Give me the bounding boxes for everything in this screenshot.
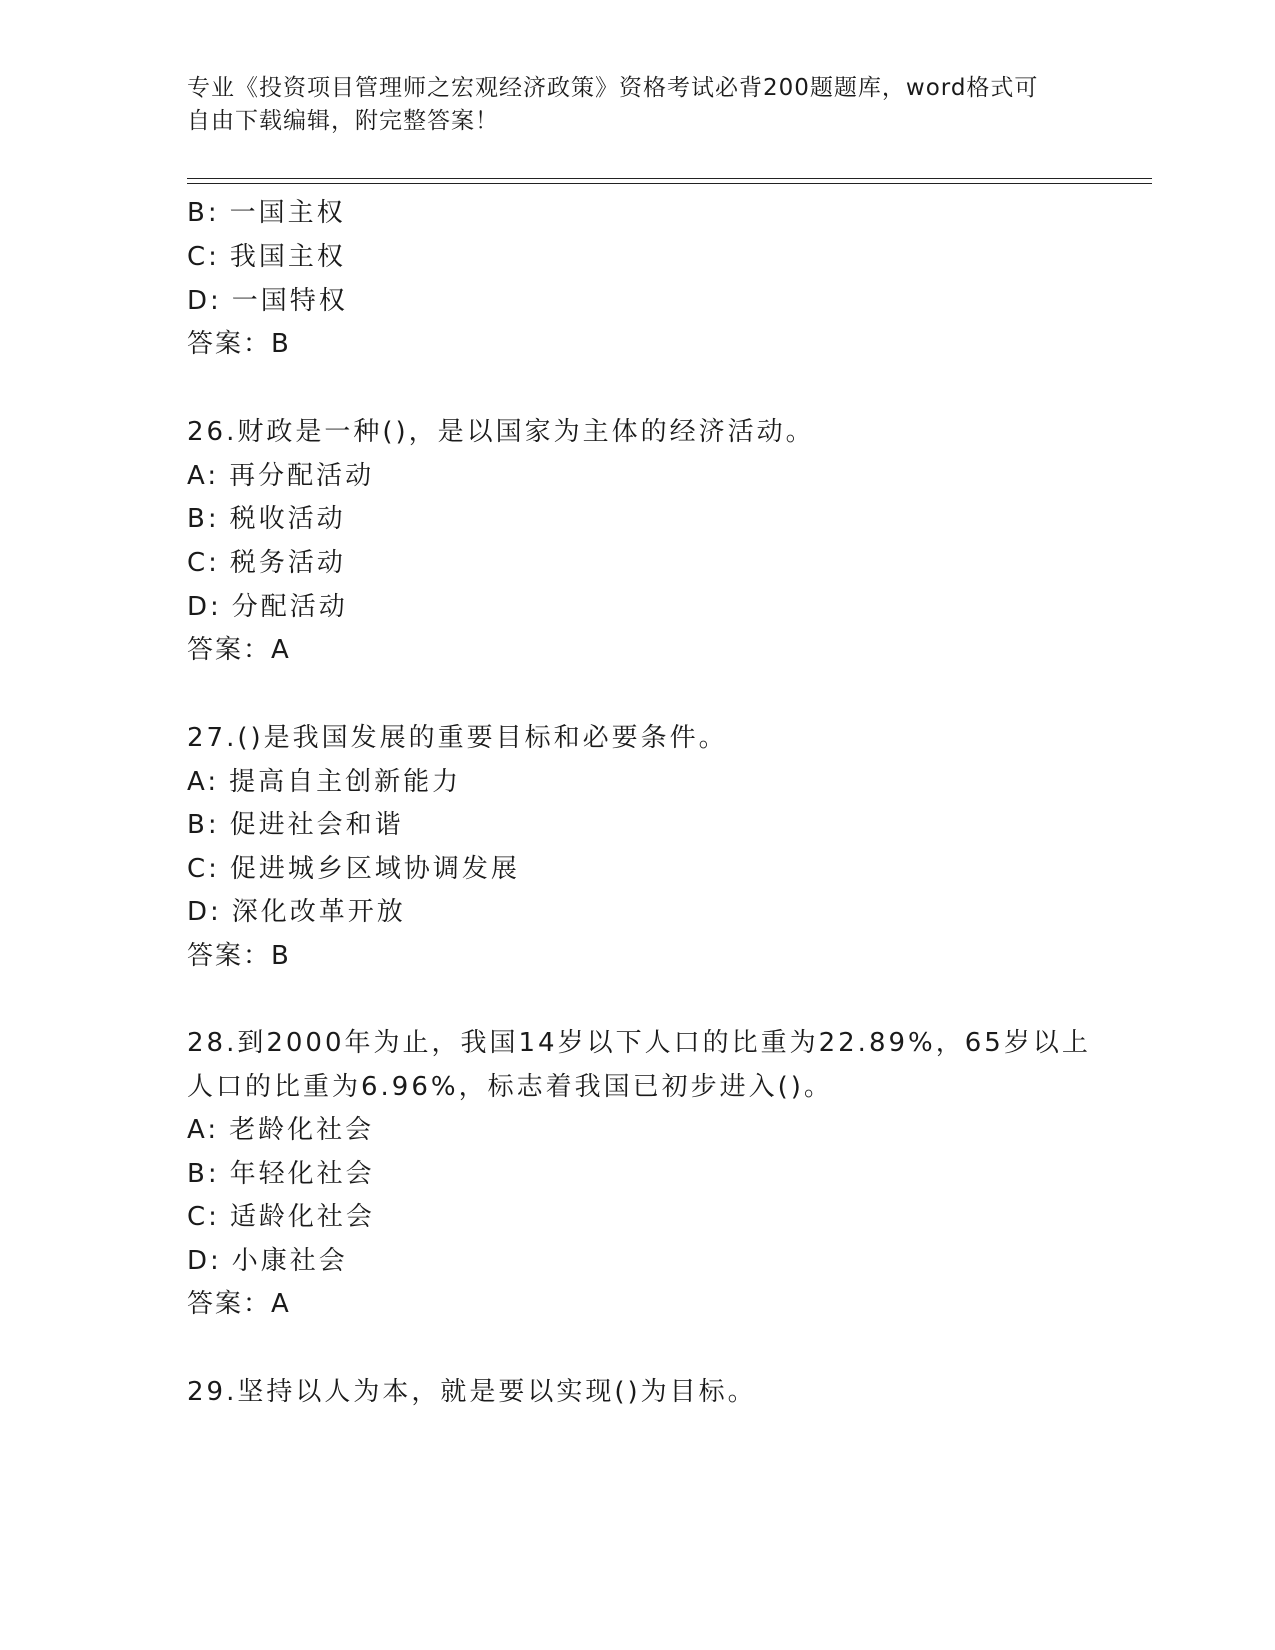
q28-stem-line-2: 人口的比重为6.96%，标志着我国已初步进入()。 bbox=[187, 1072, 833, 1102]
q25-option-d: D: 一国特权 bbox=[187, 286, 348, 316]
q28-option-c: C: 适龄化社会 bbox=[187, 1202, 375, 1232]
q28-answer: 答案：A bbox=[187, 1289, 291, 1319]
q27-option-a: A: 提高自主创新能力 bbox=[187, 767, 462, 797]
header-divider-bottom bbox=[187, 183, 1152, 184]
header-line-1: 专业《投资项目管理师之宏观经济政策》资格考试必背200题题库，word格式可 bbox=[187, 75, 1039, 101]
q26-option-b: B: 税收活动 bbox=[187, 504, 346, 534]
q27-answer: 答案：B bbox=[187, 941, 291, 971]
q27-option-c: C: 促进城乡区域协调发展 bbox=[187, 854, 520, 884]
q28-option-d: D: 小康社会 bbox=[187, 1246, 348, 1276]
document-header bbox=[187, 72, 1067, 138]
q26-stem: 26.财政是一种()，是以国家为主体的经济活动。 bbox=[187, 417, 815, 447]
q28-option-a: A: 老龄化社会 bbox=[187, 1115, 375, 1145]
q25-answer: 答案：B bbox=[187, 329, 291, 359]
q25-option-c: C: 我国主权 bbox=[187, 242, 346, 272]
q28-option-b: B: 年轻化社会 bbox=[187, 1159, 375, 1189]
q26-option-c: C: 税务活动 bbox=[187, 548, 346, 578]
q26-option-d: D: 分配活动 bbox=[187, 592, 348, 622]
q29-stem: 29.坚持以人为本，就是要以实现()为目标。 bbox=[187, 1377, 757, 1407]
q27-stem: 27.()是我国发展的重要目标和必要条件。 bbox=[187, 723, 728, 753]
header-line-2: 自由下载编辑，附完整答案！ bbox=[187, 108, 499, 134]
q27-option-d: D: 深化改革开放 bbox=[187, 897, 406, 927]
q27-option-b: B: 促进社会和谐 bbox=[187, 810, 404, 840]
q26-answer: 答案：A bbox=[187, 635, 291, 665]
q25-option-b: B: 一国主权 bbox=[187, 198, 346, 228]
q26-option-a: A: 再分配活动 bbox=[187, 461, 375, 491]
header-divider-top bbox=[187, 178, 1152, 179]
q28-stem-line-1: 28.到2000年为止，我国14岁以下人口的比重为22.89%，65岁以上 bbox=[187, 1028, 1091, 1058]
